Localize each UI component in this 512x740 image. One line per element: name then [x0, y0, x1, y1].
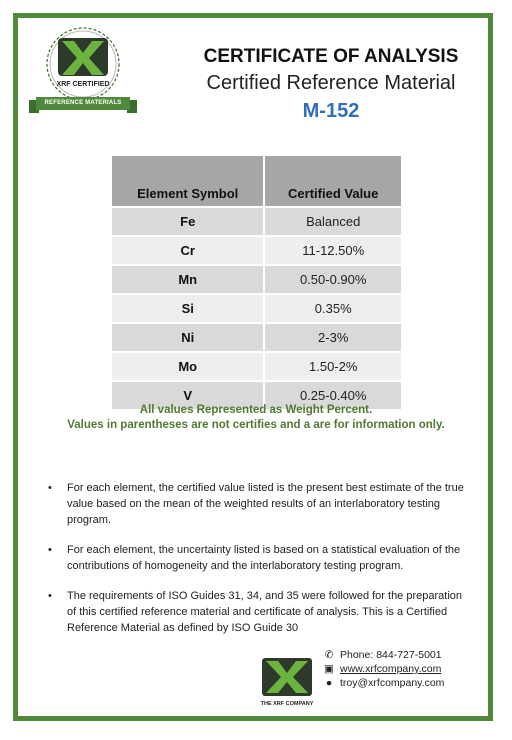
element-symbol-cell: V: [112, 381, 264, 409]
website-link[interactable]: www.xrfcompany.com: [340, 663, 442, 675]
email-text: troy@xrfcompany.com: [340, 677, 445, 689]
element-symbol-cell: Mo: [112, 352, 264, 381]
certified-value-cell: 2-3%: [264, 323, 401, 352]
certified-value-cell: 0.25-0.40%: [264, 381, 401, 409]
table-row: [112, 323, 401, 352]
certified-value-cell: Balanced: [264, 207, 401, 236]
element-symbol-cell: Ni: [112, 323, 264, 352]
seal-ribbon: REFERENCE MATERIALS: [36, 97, 130, 110]
certified-value-cell: 11-12.50%: [264, 236, 401, 265]
phone-icon: ✆: [324, 649, 334, 661]
element-symbol-cell: Cr: [112, 236, 264, 265]
certified-value-cell: 0.50-0.90%: [264, 265, 401, 294]
certificate-title: CERTIFICATE OF ANALYSIS: [203, 46, 459, 67]
column-header-element-symbol: Element Symbol: [112, 156, 264, 207]
certified-value-cell: 0.35%: [264, 294, 401, 323]
table-row: [112, 207, 401, 236]
bullet-dot-icon: •: [48, 590, 52, 602]
bullet-list: [48, 480, 468, 650]
certificate-subtitle: Certified Reference Material: [206, 72, 456, 94]
contact-phone: [322, 649, 442, 661]
bullet-text: For each element, the certified value listed is the present best estimate of the true value based on the mean of the weighted results of an interlaboratory testing program.: [67, 482, 464, 526]
weight-percent-note: All values Represented as Weight Percent.: [139, 404, 373, 416]
bullet-dot-icon: •: [48, 544, 52, 556]
parentheses-note: Values in parentheses are not certifies and a are for information only.: [67, 419, 445, 431]
person-icon: ●: [325, 677, 333, 689]
certified-values-table: [112, 156, 401, 409]
table-row: [112, 265, 401, 294]
material-code: M-152: [302, 100, 360, 122]
contact-email: [322, 677, 444, 689]
web-icon: ▣: [324, 663, 334, 675]
list-item: [48, 588, 468, 636]
contact-website[interactable]: [322, 663, 441, 675]
element-symbol-cell: Mn: [112, 265, 264, 294]
table-row: [112, 294, 401, 323]
seal-text: XRF CERTIFIED: [56, 81, 110, 88]
list-item: [48, 480, 468, 528]
phone-text: Phone: 844-727-5001: [340, 649, 442, 661]
bullet-dot-icon: •: [48, 482, 52, 494]
table-row: [112, 236, 401, 265]
footer-logo-text: THE XRF COMPANY: [260, 701, 314, 707]
xrf-company-logo: [258, 656, 316, 708]
table-row: [112, 352, 401, 381]
column-header-certified-value: Certified Value: [264, 156, 401, 207]
element-symbol-cell: Si: [112, 294, 264, 323]
bullet-text: The requirements of ISO Guides 31, 34, and 35 were followed for the preparation of this certified reference material and certificate of analysis. This is a Certified Reference Material as defined by ISO Guide 30: [67, 590, 463, 634]
element-symbol-cell: Fe: [112, 207, 264, 236]
certified-value-cell: 1.50-2%: [264, 352, 401, 381]
bullet-text: For each element, the uncertainty listed is based on a statistical evaluation of the contributions of homogeneity and the interlaboratory testing program.: [67, 544, 461, 572]
list-item: [48, 542, 468, 574]
